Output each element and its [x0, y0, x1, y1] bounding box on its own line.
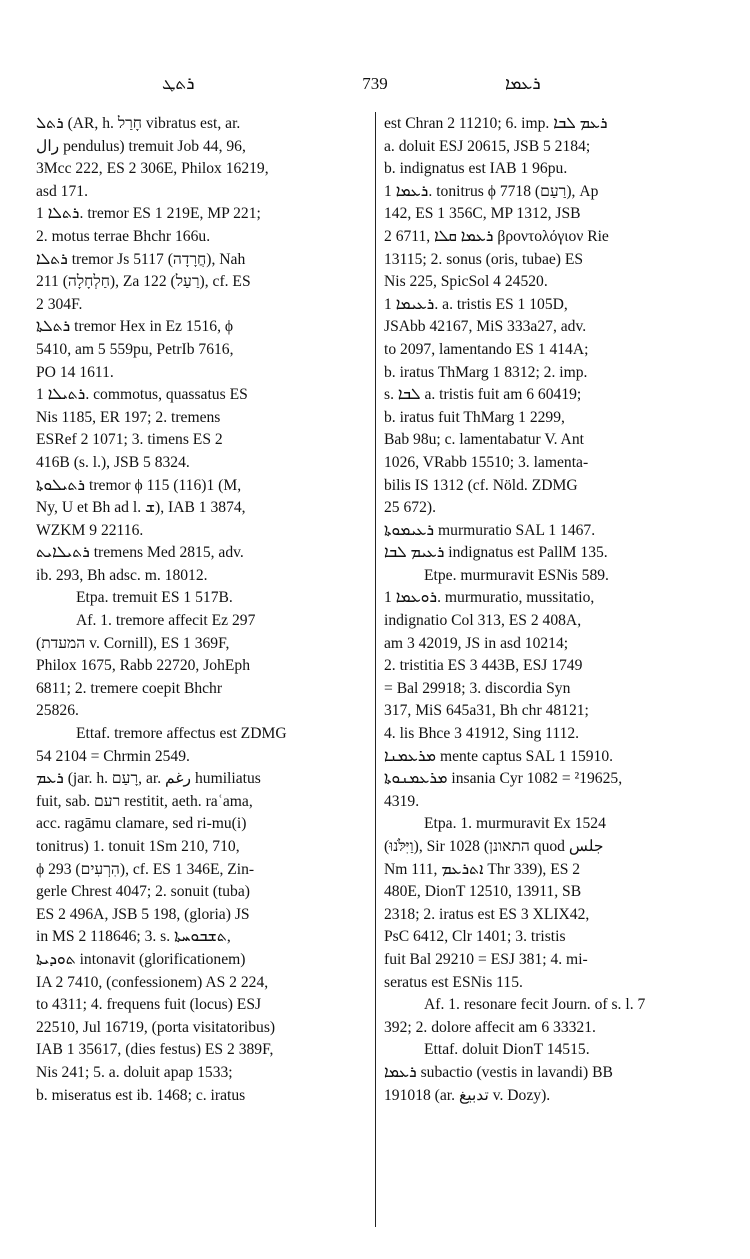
page-header — [0, 74, 750, 98]
text-line: ϕ 293 (הִרְעִים), cf. ES 1 346E, Zin- — [36, 860, 255, 878]
text-line: (וַיִּלֹּנוּ), Sir 1028 (התאונן quod ﺟﻠﺲ — [384, 838, 604, 855]
text-line: am 3 42019, JS in asd 10214; — [384, 634, 569, 652]
text-line: Etpa. 1. murmuravit Ex 1524 — [424, 815, 606, 833]
text-line: tonitrus) 1. tonuit 1Sm 210, 710, — [36, 838, 240, 855]
text-line: Af. 1. resonare fecit Journ. of s. l. 7 — [424, 996, 646, 1014]
text-line: 5410, am 5 559pu, PetrIb 7616, — [36, 340, 234, 358]
text-line: 142, ES 1 356C, MP 1312, JSB — [384, 205, 581, 223]
header-right-word: ܪܥܡܐ — [505, 74, 541, 93]
text-line: b. miseratus est ib. 1468; c. iratus — [36, 1086, 246, 1104]
text-line: 191018 (ar. ﺗﺪﺑﻴﻎ v. Dozy). — [384, 1086, 551, 1104]
text-line: 2. tristitia ES 3 443B, ESJ 1749 — [384, 657, 583, 675]
text-line: ܪܥܡ (jar. h. רָעַם, ar. ﺭﻏﻢ humiliatus — [36, 770, 261, 788]
text-line: b. iratus fuit ThMarg 1 2299, — [384, 408, 565, 426]
text-line: Bab 98u; c. lamentabatur V. Ant — [384, 431, 584, 449]
header-left-word: ܪܬܛ — [162, 74, 195, 93]
right-column — [384, 113, 716, 1107]
text-line: Ettaf. tremore affectus est ZDMG — [76, 725, 287, 743]
text-line: ܪܥܡܐ 1. tonitrus ϕ 7718 (רַעַם), Ap — [384, 182, 599, 200]
text-line: indignatio Col 313, ES 2 408A, — [384, 612, 582, 630]
text-line: Philox 1675, Rabb 22720, JohEph — [36, 657, 250, 675]
text-line: to 4311; 4. frequens fuit (locus) ESJ — [36, 996, 262, 1014]
text-line: Nis 241; 5. a. doluit apap 1533; — [36, 1063, 233, 1081]
text-line: in MS 2 118646; 3. s. ܬܫܒܘܚܬܐ, — [36, 928, 231, 946]
text-line: ܪܥܝܡܐ 1. a. tristis ES 1 105D, — [384, 295, 568, 313]
text-line: ܪܬܝܠܐܝܬ tremens Med 2815, adv. — [36, 544, 244, 562]
text-line: Nm 111, ܐܬܪܥܡ Thr 339), ES 2 — [384, 860, 581, 878]
text-line: 2318; 2. iratus est ES 3 XLIX42, — [384, 905, 590, 923]
text-line: ܪܘܥܡܐ 1. murmuratio, mussitatio, — [384, 589, 595, 607]
text-line: fuit, sab. רעם restitit, aeth. raʿama, — [36, 792, 253, 810]
text-line: = Bal 29918; 3. discordia Syn — [384, 679, 571, 697]
text-line: ܪܬܠܐ tremor Js 5117 (חֲרָדָה), Nah — [36, 250, 246, 268]
text-line: fuit Bal 29210 = ESJ 381; 4. mi- — [384, 950, 588, 968]
text-line: 2 6711, ܪܥܡܐ ܩܠܐ βροντολόγιον Rie — [384, 227, 609, 245]
text-line: bilis IS 1312 (cf. Nöld. ZDMG — [384, 476, 578, 494]
text-line: ܪܥܝܡ ܠܒܐ indignatus est PallM 135. — [384, 544, 608, 562]
text-line: 25826. — [36, 702, 79, 720]
text-line: 2 304F. — [36, 295, 83, 313]
text-line: ܪܥܝܡܘܬܐ murmuratio SAL 1 1467. — [384, 521, 596, 539]
text-line: ﺭﺍﻝ pendulus) tremuit Job 44, 96, — [36, 137, 246, 155]
text-line: 6811; 2. tremere coepit Bhchr — [36, 679, 223, 697]
text-line: 4. lis Bhce 3 41912, Sing 1112. — [384, 725, 580, 743]
text-line: Nis 1185, ER 197; 2. tremens — [36, 408, 221, 426]
text-line: ES 2 496A, JSB 5 198, (gloria) JS — [36, 905, 250, 923]
text-line: IA 2 7410, (confessionem) AS 2 224, — [36, 973, 269, 991]
text-line: ܪܬܝܠܐ 1. commotus, quassatus ES — [36, 386, 248, 404]
text-line: ܡܪܥܡܢܐ mente captus SAL 1 15910. — [384, 747, 614, 765]
text-line: asd 171. — [36, 182, 88, 200]
text-line: ܪܬܠܬܐ tremor Hex in Ez 1516, ϕ — [36, 318, 234, 336]
left-column — [36, 113, 361, 1107]
text-line: s. ܠܒܐ a. tristis fuit am 6 60419; — [384, 386, 582, 404]
text-line: ܬܘܕܝܬܐ intonavit (glorificationem) — [36, 950, 246, 968]
text-line: gerle Chrest 4047; 2. sonuit (tuba) — [36, 883, 250, 901]
text-line: 25 672). — [384, 499, 436, 517]
text-line: 3Mcc 222, ES 2 306E, Philox 16219, — [36, 160, 269, 178]
text-line: 416B (s. l.), JSB 5 8324. — [36, 453, 190, 471]
text-line: 317, MiS 645a31, Bh chr 48121; — [384, 702, 589, 720]
text-line: Ettaf. doluit DionT 14515. — [424, 1041, 590, 1059]
page-number: 739 — [362, 74, 388, 93]
text-line: Etpe. murmuravit ESNis 589. — [424, 566, 609, 584]
text-line: 4319. — [384, 792, 420, 810]
text-line: 22510, Jul 16719, (porta visitatoribus) — [36, 1018, 276, 1036]
text-line: (המעדת v. Cornill), ES 1 369F, — [36, 634, 230, 652]
text-line: Af. 1. tremore affecit Ez 297 — [76, 612, 256, 630]
text-line: ESRef 2 1071; 3. timens ES 2 — [36, 431, 223, 449]
text-line: 2. motus terrae Bhchr 166u. — [36, 227, 211, 245]
text-line: Ny, U et Bh ad l. ܫ), IAB 1 3874, — [36, 499, 246, 517]
text-line: ܪܬܠ (AR, h. חָרַל vibratus est, ar. — [36, 115, 241, 132]
text-line: 13115; 2. sonus (oris, tubae) ES — [384, 250, 584, 268]
text-line: 392; 2. dolore affecit am 6 33321. — [384, 1018, 596, 1036]
text-line: ܪܥܡܐ subactio (vestis in lavandi) BB — [384, 1063, 613, 1081]
text-line: b. iratus ThMarg 1 8312; 2. imp. — [384, 363, 588, 381]
text-line: Etpa. tremuit ES 1 517B. — [76, 589, 233, 607]
text-line: 211 (חַלְחָלָה), Za 122 (רַעַל), cf. ES — [36, 273, 251, 291]
text-line: ܪܬܠܐ 1. tremor ES 1 219E, MP 221; — [36, 205, 261, 223]
text-line: b. indignatus est IAB 1 96pu. — [384, 160, 568, 178]
text-line: seratus est ESNis 115. — [384, 973, 523, 991]
text-line: acc. ragāmu clamare, sed ri-mu(i) — [36, 815, 247, 833]
text-line: to 2097, lamentando ES 1 414A; — [384, 340, 589, 358]
column-divider — [375, 112, 376, 1227]
text-line: 480E, DionT 12510, 13911, SB — [384, 883, 582, 901]
text-line: 1026, VRabb 15510; 3. lamenta- — [384, 453, 589, 471]
text-line: WZKM 9 22116. — [36, 521, 144, 539]
text-line: ib. 293, Bh adsc. m. 18012. — [36, 566, 208, 584]
text-line: ܪܬܝܠܘܬܐ tremor ϕ 115 (116)1 (M, — [36, 476, 242, 494]
text-line: IAB 1 35617, (dies festus) ES 2 389F, — [36, 1041, 274, 1059]
text-line: JSAbb 42167, MiS 333a27, adv. — [384, 318, 587, 336]
text-line: PO 14 1611. — [36, 363, 114, 381]
text-line: 54 2104 = Chrmin 2549. — [36, 747, 190, 765]
text-line: ܡܪܥܡܢܘܬܐ insania Cyr 1082 = ²19625, — [384, 770, 623, 788]
text-line: a. doluit ESJ 20615, JSB 5 2184; — [384, 137, 591, 155]
text-line: PsC 6412, Clr 1401; 3. tristis — [384, 928, 566, 946]
text-line: Nis 225, SpicSol 4 24520. — [384, 273, 548, 291]
text-line: est Chran 2 11210; 6. imp. ܪܥܡ ܠܒܐ — [384, 115, 608, 132]
